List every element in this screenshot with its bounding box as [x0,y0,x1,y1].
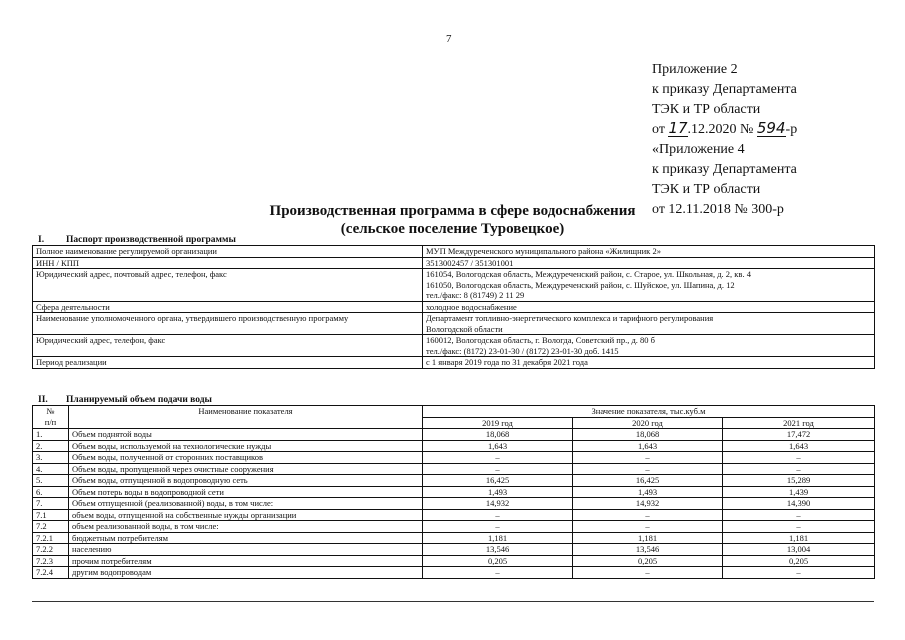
volume-value: – [423,452,573,464]
section-number: I. [38,235,45,245]
passport-label: ИНН / КПП [33,257,423,269]
passport-value [423,357,875,369]
volume-value: 1,643 [573,440,723,452]
passport-value-line: 160012, Вологодская область, г. Вологда, Советский пр., д. 80 б [426,335,656,345]
passport-label: Сфера деятельности [33,301,423,313]
passport-value [423,246,875,258]
section-heading-volumes [38,395,212,405]
volume-value: 1,181 [423,532,573,544]
volume-value: – [423,567,573,579]
volume-row [33,463,875,475]
volume-row [33,429,875,441]
volume-value: 14,390 [723,498,875,510]
header-year-2021: 2021 год [723,417,875,429]
handwritten-day: 17 [668,119,688,137]
passport-value-line: Департамент топливно-энергетического комплекса и тарифного регулирования [426,313,714,323]
volume-name: Объем поднятой воды [69,429,423,441]
volume-num: 7.1 [33,509,69,521]
passport-value-line: Вологодской области [426,323,503,334]
volume-value: 1,643 [423,440,573,452]
passport-label: Полное наименование регулируемой организации [33,246,423,258]
volume-value: 1,181 [723,532,875,544]
passport-row [33,246,875,258]
passport-row [33,257,875,269]
passport-table [32,245,875,369]
passport-value [423,313,875,335]
section-number: II. [38,395,48,405]
volume-value: – [723,463,875,475]
header-num-cell [33,406,69,429]
passport-value-line: тел./факс: 8 (81749) 2 11 29 [426,290,525,300]
appendix-line: к приказу Департамента [652,82,797,97]
passport-value-line: МУП Междуреченского муниципального района «Жилищник 2» [426,246,661,256]
volume-value: – [573,509,723,521]
date-rest: .12.2020 № [687,122,754,137]
volume-value: 1,493 [423,486,573,498]
volume-row [33,509,875,521]
passport-row [33,301,875,313]
appendix-line: «Приложение 4 [652,142,745,157]
volume-row [33,452,875,464]
document-subtitle: (сельское поселение Туровецкое) [340,221,565,237]
volume-value: – [573,452,723,464]
volume-row [33,475,875,487]
volume-name: другим водопроводам [69,567,423,579]
volume-num: 4. [33,463,69,475]
volume-num: 6. [33,486,69,498]
appendix-line: от 12.11.2018 № 300-р [652,202,784,217]
appendix-line: ТЭК и ТР области [652,102,761,117]
volume-row [33,532,875,544]
volume-num: 5. [33,475,69,487]
volume-num: 3. [33,452,69,464]
passport-value [423,257,875,269]
volume-name: объем воды, отпущенной на собственные нужды организации [69,509,423,521]
volume-name: прочим потребителям [69,555,423,567]
volume-num: 7.2.4 [33,567,69,579]
volume-num: 7. [33,498,69,510]
passport-value [423,335,875,357]
header-num-sub: п/п [44,416,57,427]
passport-value-line: с 1 января 2019 года по 31 декабря 2021 года [426,357,588,367]
page-number: 7 [446,33,452,45]
volume-value: – [423,509,573,521]
passport-row [33,357,875,369]
volume-value: 18,068 [573,429,723,441]
passport-value-line: тел./факс: (8172) 23-01-30 / (8172) 23-01-30 доб. 1415 [426,345,619,356]
handwritten-number: 594 [756,119,786,137]
appendix-date-line [652,120,797,140]
passport-label: Юридический адрес, почтовый адрес, телефон, факс [33,269,423,302]
volume-num: 7.2.3 [33,555,69,567]
volume-value: – [573,567,723,579]
date-prefix: от [652,122,665,137]
passport-label: Юридический адрес, телефон, факс [33,335,423,357]
volume-value: – [723,452,875,464]
volume-value: 1,493 [573,486,723,498]
passport-row [33,313,875,335]
header-name: Наименование показателя [69,406,423,429]
volume-name: Объем воды, пропущенной через очистные сооружения [69,463,423,475]
volume-value: 14,932 [423,498,573,510]
volume-row [33,567,875,579]
volume-value: 17,472 [723,429,875,441]
bottom-rule [32,601,874,602]
volume-num: 7.2.2 [33,544,69,556]
volume-value: 13,004 [723,544,875,556]
document-title: Производственная программа в сфере водоснабжения [269,203,636,219]
volume-value: – [573,463,723,475]
volume-name: Объем отпущенной (реализованной) воды, в том числе: [69,498,423,510]
volume-value: 0,205 [423,555,573,567]
section-title: Планируемый объем подачи воды [66,395,212,405]
passport-row [33,269,875,302]
passport-label: Период реализации [33,357,423,369]
volume-name: Объем воды, отпущенной в водопроводную сеть [69,475,423,487]
volume-name: Объем воды, используемой на технологические нужды [69,440,423,452]
volume-value: 1,181 [573,532,723,544]
header-values: Значение показателя, тыс.куб.м [423,406,875,418]
volume-num: 1. [33,429,69,441]
section-title: Паспорт производственной программы [66,235,236,245]
volume-value: 0,205 [723,555,875,567]
appendix-line: Приложение 2 [652,62,738,77]
volume-row [33,555,875,567]
section-heading-passport [38,235,236,245]
volumes-table [32,405,875,579]
volume-name: объем реализованной воды, в том числе: [69,521,423,533]
passport-value [423,269,875,302]
volume-value: 13,546 [573,544,723,556]
volume-value: 1,439 [723,486,875,498]
volume-row [33,440,875,452]
volume-name: населению [69,544,423,556]
passport-row [33,335,875,357]
volume-value: 13,546 [423,544,573,556]
passport-value [423,301,875,313]
header-year-2019: 2019 год [423,417,573,429]
volume-value: – [573,521,723,533]
appendix-line: ТЭК и ТР области [652,182,761,197]
volume-value: – [723,567,875,579]
volume-value: 0,205 [573,555,723,567]
passport-value-line: 161054, Вологодская область, Междуреченский район, с. Старое, ул. Школьная, д. 2, кв. 4 [426,269,751,279]
volume-row [33,486,875,498]
appendix-line: к приказу Департамента [652,162,797,177]
volume-num: 7.2.1 [33,532,69,544]
appendix-block [652,60,797,220]
volume-value: – [423,463,573,475]
passport-value-line: холодное водоснабжение [426,301,517,312]
volume-row [33,498,875,510]
header-num: № [46,406,55,416]
volume-value: 15,289 [723,475,875,487]
volume-num: 2. [33,440,69,452]
volume-value: – [723,521,875,533]
volume-value: – [423,521,573,533]
volume-row [33,521,875,533]
passport-label: Наименование уполномоченного органа, утвердившего производственную программу [33,313,423,335]
header-year-2020: 2020 год [573,417,723,429]
volume-value: – [723,509,875,521]
number-suffix: -р [785,122,798,137]
volume-value: 14,932 [573,498,723,510]
volume-row [33,544,875,556]
passport-value-line: 3513002457 / 351301001 [426,257,514,268]
volume-value: 1,643 [723,440,875,452]
volume-num: 7.2 [33,521,69,533]
volume-name: Объем потерь воды в водопроводной сети [69,486,423,498]
volume-value: 16,425 [573,475,723,487]
volume-value: 18,068 [423,429,573,441]
passport-value-line: 161050, Вологодская область, Междуреченский район, с. Шуйское, ул. Шапина, д. 12 [426,279,735,290]
volume-name: Объем воды, полученной от сторонних поставщиков [69,452,423,464]
volume-value: 16,425 [423,475,573,487]
volume-name: бюджетным потребителям [69,532,423,544]
